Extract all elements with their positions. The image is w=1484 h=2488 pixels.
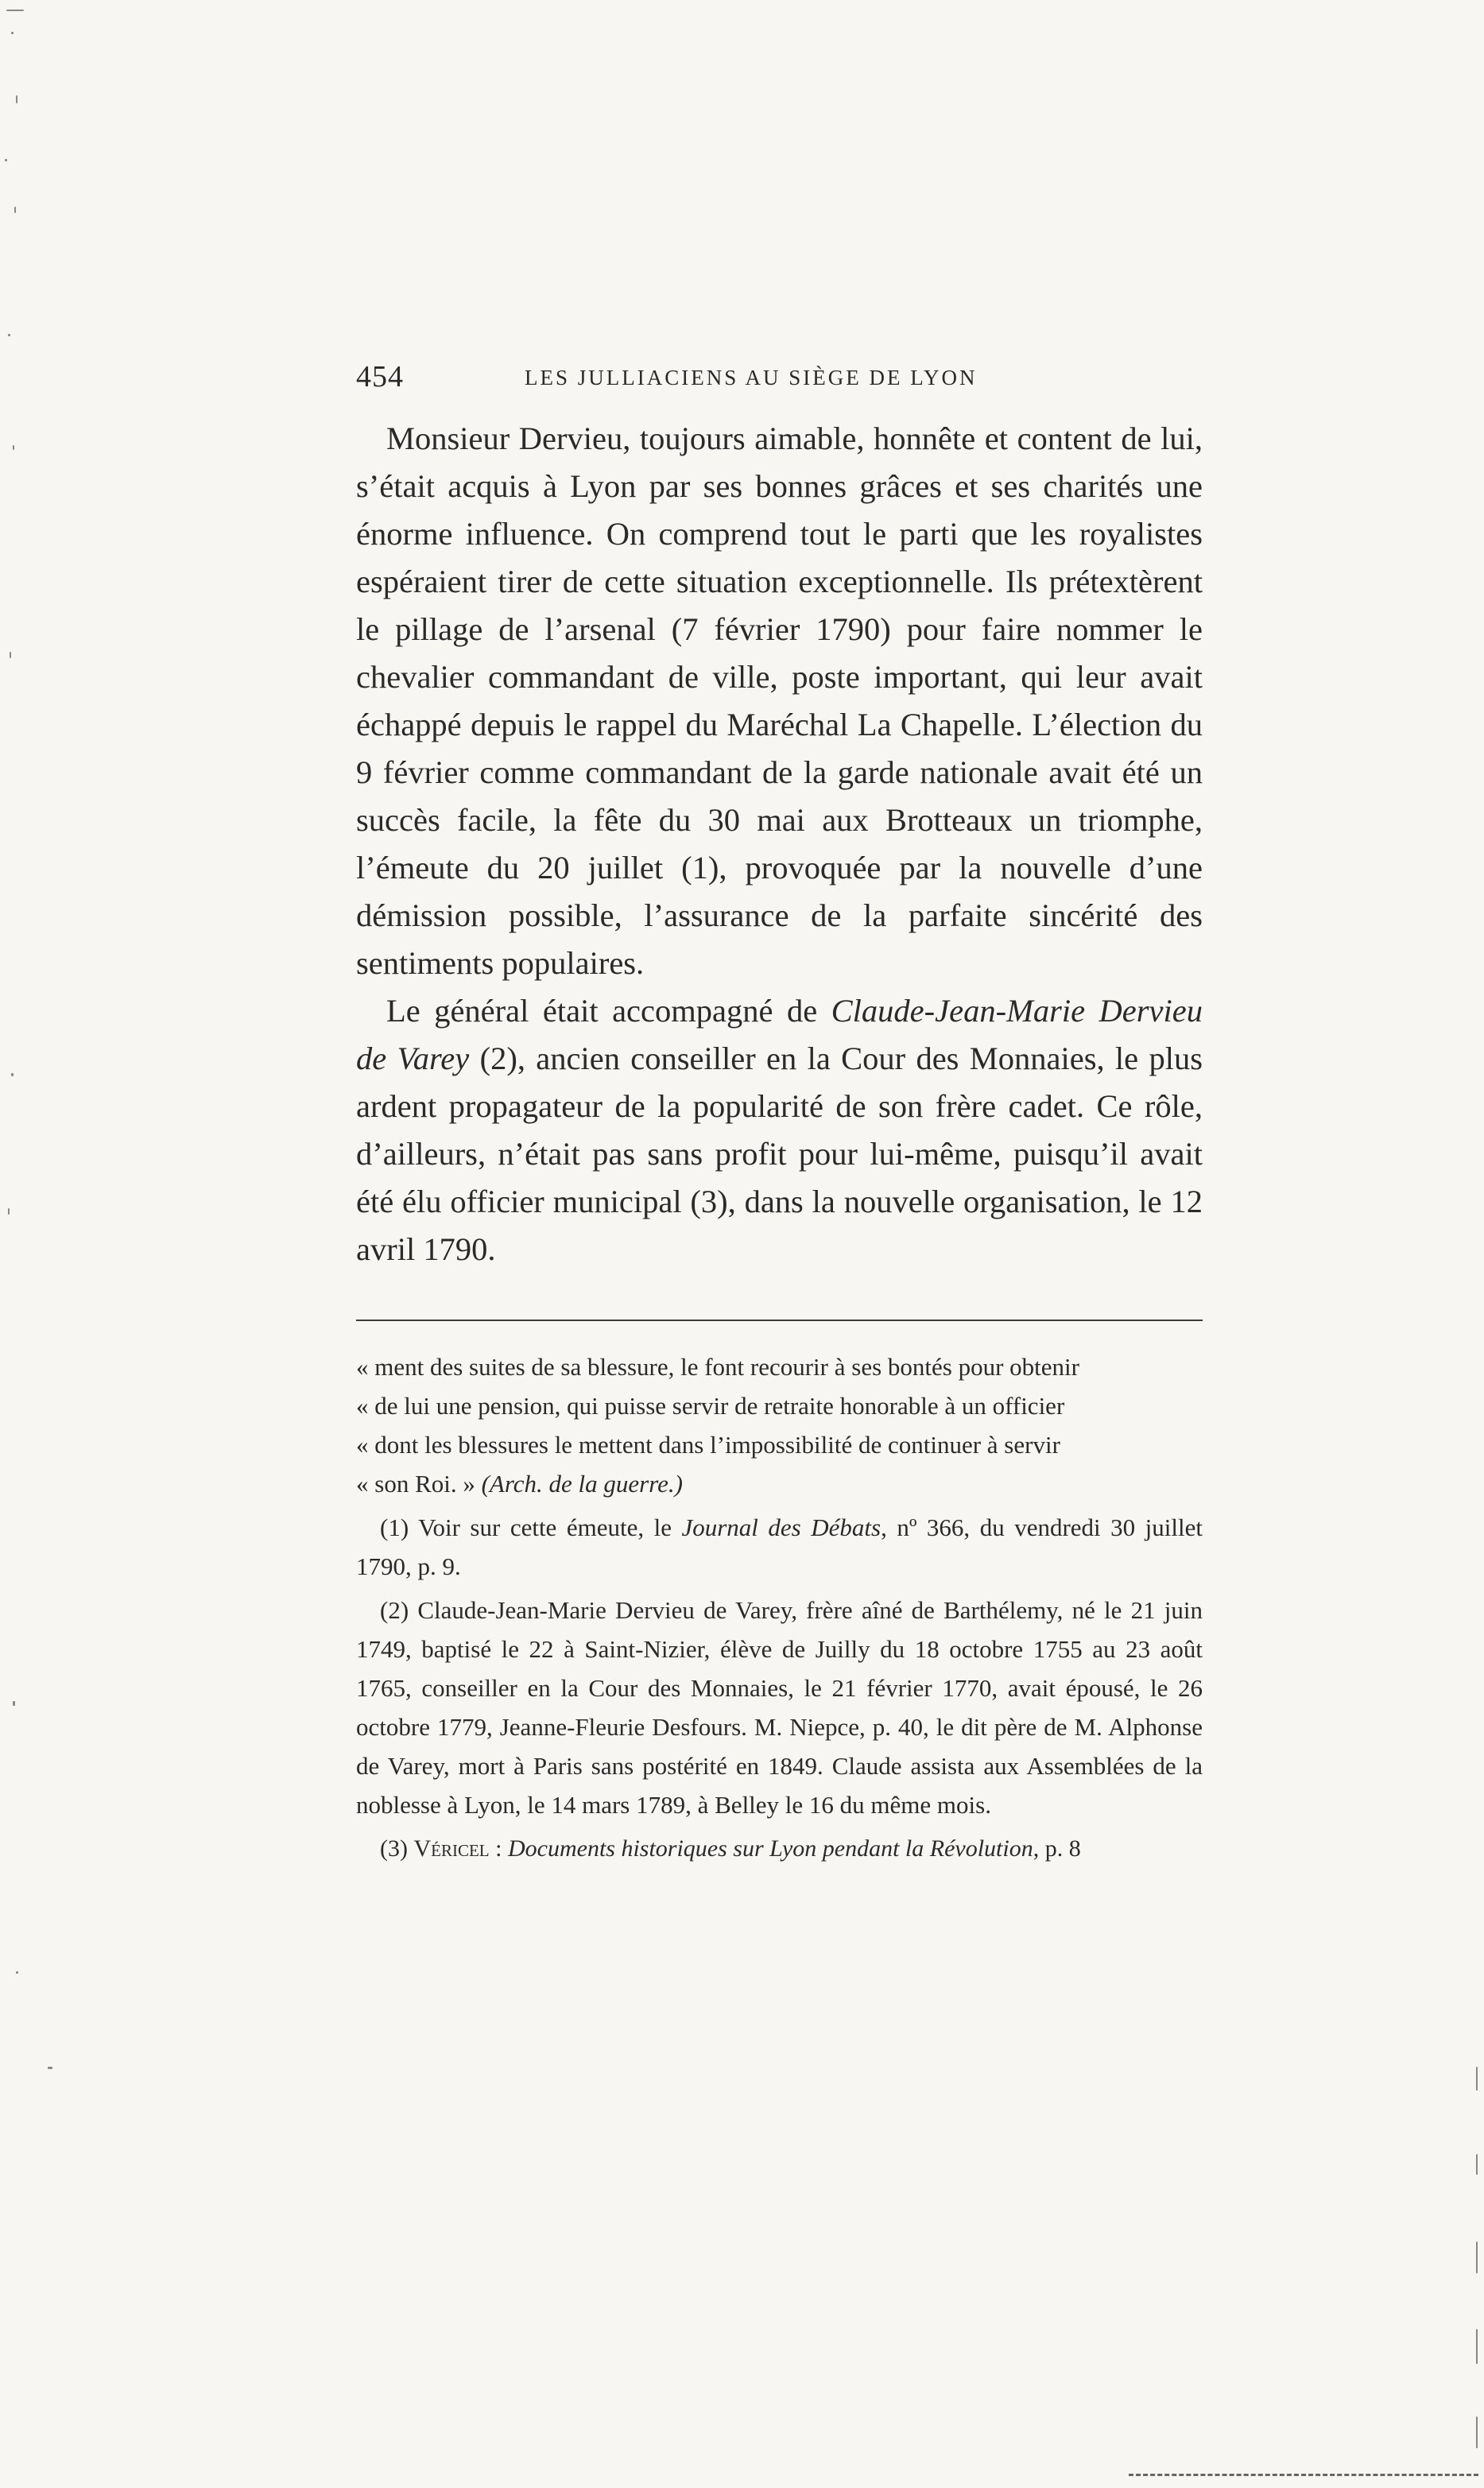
footnote-3-sep: : (489, 1835, 508, 1862)
left-margin-specks (0, 0, 48, 2488)
right-margin-marks (1468, 2067, 1484, 2488)
quote-source: (Arch. de la guerre.) (481, 1470, 683, 1498)
quote-line-last (356, 1464, 1203, 1503)
quote-line: « ment des suites de sa blessure, le font recourir à ses bontés pour obtenir (356, 1353, 1079, 1381)
paragraph-2-start: Le général était accompagné de (386, 993, 831, 1029)
footnote-1 (356, 1508, 1203, 1586)
footnote-3-number: (3) (380, 1835, 414, 1862)
quote-last-text: « son Roi. » (356, 1470, 482, 1498)
paragraph-2-end: (2), ancien conseiller en la Cour des Monnaies, le plus ardent propagateur de la popularité de son frère cadet. Ce rôle, d’ailleurs, n’était pas sans profit pour lui-même, puisqu’il avait été élu officier municipal (3), dans la nouvelle organisation, le 12 avril 1790. (356, 1041, 1203, 1267)
footnote-3-page: , p. 8 (1033, 1835, 1081, 1862)
footnote-2: (2) Claude-Jean-Marie Dervieu de Varey, frère aîné de Barthélemy, né le 21 juin 1749, baptisé le 22 à Saint-Nizier, élève de Juilly du 18 octobre 1755 au 23 août 1765, conseiller en la Cour des Monnaies, le 21 février 1770, avait épousé, le 26 octobre 1779, Jeanne-Fleurie Desfours. M. Niepce, p. 40, le dit père de M. Alphonse de Varey, mort à Paris sans postérité en 1849. Claude assista aux Assemblées de la noblesse à Lyon, le 14 mars 1789, à Belley le 16 du même mois. (356, 1596, 1203, 1819)
running-header (356, 359, 1040, 399)
paragraph-1: Monsieur Dervieu, toujours aimable, honnête et content de lui, s’était acquis à Lyon par ses bonnes grâces et ses charités une énorme influence. On comprend tout le parti que les royalistes espéraient tirer de cette situation exceptionnelle. Ils prétextèrent le pillage de l’arsenal (7 février 1790) pour faire nommer le chevalier commandant de ville, poste important, qui leur avait échappé depuis le rappel du Maréchal La Chapelle. L’élection du 9 février comme commandant de la garde nationale avait été un succès facile, la fête du 30 mai aux Brotteaux un triomphe, l’émeute du 20 juillet (1), provoquée par la nouvelle d’une démission possible, l’assurance de la parfaite sincérité des sentiments populaires. (356, 420, 1203, 981)
footnote-3 (356, 1829, 1203, 1868)
main-text (356, 415, 1203, 1273)
bottom-edge-dashes (1129, 2474, 1478, 2479)
quote-line: « de lui une pension, qui puisse servir de retraite honorable à un officier (356, 1392, 1065, 1420)
page-number: 454 (356, 360, 404, 393)
running-title: LES JULLIACIENS AU SIÈGE DE LYON (525, 366, 978, 389)
paragraph-2 (356, 987, 1203, 1273)
footnote-3-author: Véricel (413, 1835, 490, 1862)
footnote-separator (356, 1320, 1203, 1321)
footnote-1-journal: Journal des Débats (681, 1513, 881, 1541)
quote-line: « dont les blessures le mettent dans l’impossibilité de continuer à servir (356, 1431, 1060, 1459)
footnote-1-end: , nº 366, du vendredi 30 juillet 1790, p. 9. (356, 1513, 1203, 1580)
footnote-3-title: Documents historiques sur Lyon pendant la Révolution (507, 1835, 1033, 1862)
footnote-1-start: (1) Voir sur cette émeute, le (380, 1513, 682, 1541)
footnote-quote-continuation (356, 1347, 1203, 1503)
paragraph-2-italic-name: Claude-Jean-Marie Dervieu de Varey (356, 993, 1203, 1076)
footnotes (356, 1347, 1203, 1868)
